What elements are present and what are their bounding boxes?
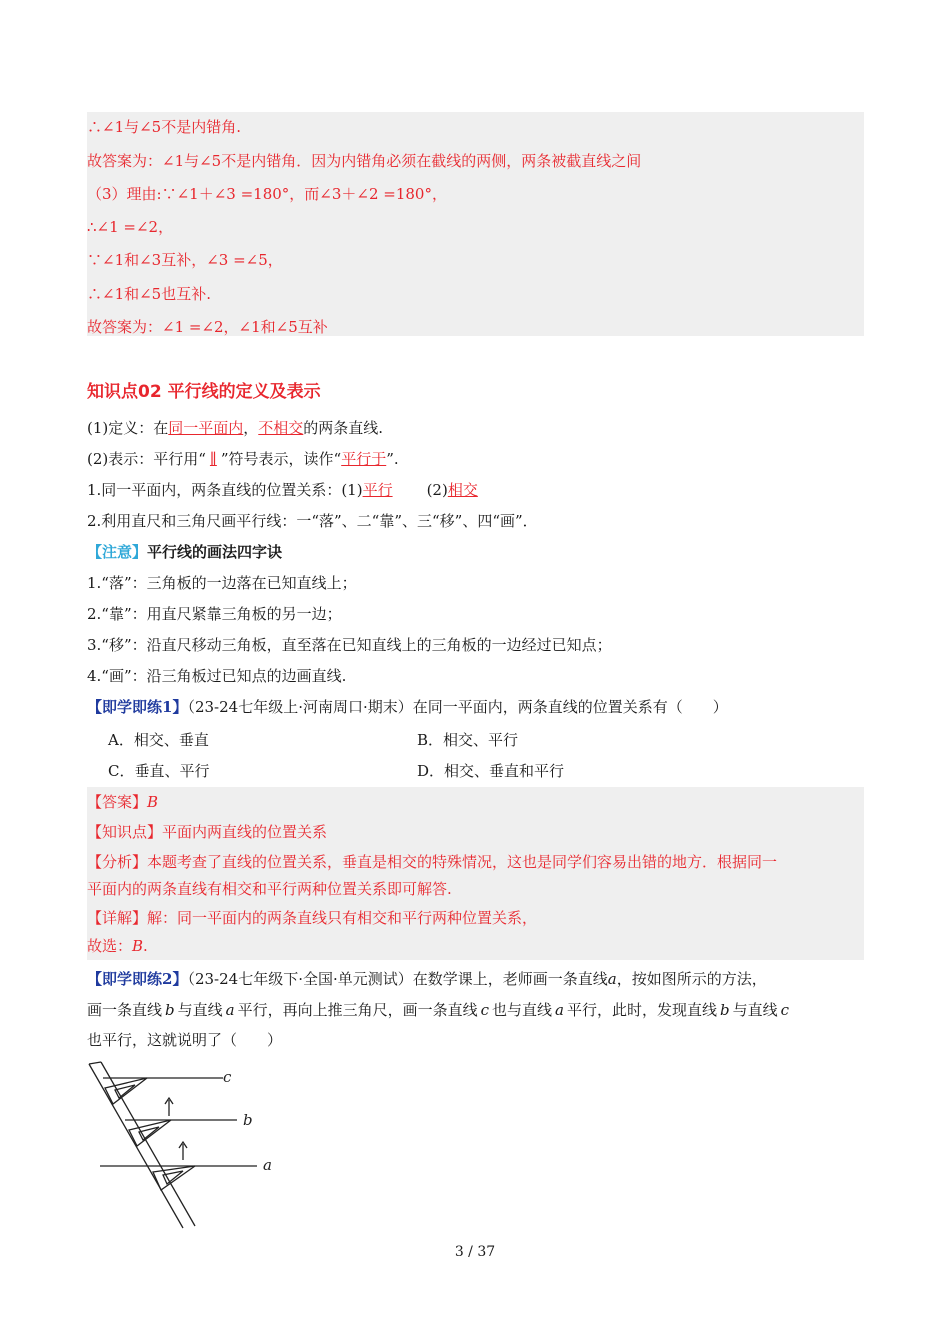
var-b: b: [720, 1001, 730, 1019]
representation-prefix: (2)表示：平行用“: [87, 450, 206, 468]
analysis-line: 平面内的两条直线有相交和平行两种位置关系即可解答.: [87, 880, 452, 898]
definition-prefix: (1)定义：在: [87, 419, 169, 437]
definition-blank-2: 不相交: [258, 419, 304, 437]
var-c: c: [480, 1001, 490, 1019]
text: 平行，再向上推三角尺，画一条直线: [237, 1001, 478, 1019]
option-a: A．相交、垂直: [108, 731, 209, 749]
text: 也与直线: [492, 1001, 553, 1019]
drawing-method-line: 2.利用直尺和三角尺画平行线：一“落”、二“靠”、三“移”、四“画”．: [87, 512, 538, 530]
answer-line: ∴∠1 =∠2，: [87, 218, 174, 236]
question-2-text: ，按如图所示的方法，: [616, 970, 767, 988]
representation-suffix: ”.: [386, 450, 399, 468]
knowledge-tag: 【知识点】: [87, 823, 163, 841]
var-a: a: [555, 1001, 564, 1019]
relation-line: [87, 480, 478, 500]
analysis-text: 本题考查了直线的位置关系，垂直是相交的特殊情况，这也是同学们容易出错的地方．根据同一: [147, 853, 778, 871]
note-item: 2.“靠”：用直尺紧靠三角板的另一边；: [87, 605, 342, 623]
var-c: c: [780, 1001, 790, 1019]
question-1-tag: 【即学即练1】: [87, 698, 188, 716]
var-b: b: [165, 1001, 175, 1019]
relation-prefix: 1.同一平面内，两条直线的位置关系：(1): [87, 481, 363, 499]
question-2-line: [87, 969, 767, 989]
text: 与直线: [177, 1001, 223, 1019]
answer-line: [87, 792, 158, 812]
note-item: 1.“落”：三角板的一边落在已知直线上；: [87, 574, 357, 592]
relation-b-prefix: (2): [426, 481, 448, 499]
page-number: 3 / 37: [454, 1244, 496, 1260]
detail-text: 解：同一平面内的两条直线只有相交和平行两种位置关系，: [147, 909, 538, 927]
selection-line: [87, 936, 148, 956]
answer-line: （3）理由:∵∠1＋∠3 =180°，而∠3＋∠2 =180°，: [87, 185, 447, 203]
detail-tag: 【详解】: [87, 909, 148, 927]
question-1-stem: [87, 697, 728, 717]
option-d: D．相交、垂直和平行: [417, 762, 565, 780]
label-c: c: [223, 1068, 232, 1086]
selection-value: B: [132, 937, 144, 955]
question-1-text: （23-24七年级上·河南周口·期末）在同一平面内，两条直线的位置关系有（ ）: [187, 698, 728, 716]
knowledge-value: 平面内两直线的位置关系: [162, 823, 328, 841]
question-2-line: [87, 1000, 792, 1020]
relation-parallel: 平行: [362, 481, 393, 499]
triangle-mid: [129, 1120, 171, 1146]
label-a: a: [263, 1156, 272, 1174]
triangle-top: [105, 1078, 147, 1104]
ruler-top: [89, 1062, 101, 1064]
relation-intersect: 相交: [447, 481, 478, 499]
answer-block-2: [87, 787, 864, 960]
var-a: a: [225, 1001, 235, 1019]
answer-line: ∴∠1与∠5不是内错角.: [87, 118, 241, 136]
definition-line: [87, 418, 383, 438]
answer-value: B: [147, 793, 159, 811]
question-2-text: （23-24七年级下·全国·单元测试）在数学课上，老师画一条直线: [187, 970, 608, 988]
parallel-symbol: ∥: [209, 450, 217, 468]
option-c: C．垂直、平行: [108, 762, 210, 780]
text: 与直线: [732, 1001, 778, 1019]
knowledge-line: [87, 822, 327, 842]
definition-blank-1: 同一平面内: [168, 419, 244, 437]
question-2-tag: 【即学即练2】: [87, 970, 188, 988]
representation-mid: ”符号表示，读作“: [220, 450, 342, 468]
selection-prefix: 故选：: [87, 937, 133, 955]
answer-tag: 【答案】: [87, 793, 148, 811]
detail-line: [87, 908, 537, 928]
note-heading: [87, 542, 282, 562]
answer-line: 故答案为：∠1 =∠2，∠1和∠5互补: [87, 318, 328, 336]
text: 画一条直线: [87, 1001, 163, 1019]
option-b: B．相交、平行: [417, 731, 519, 749]
var-a: a: [607, 970, 617, 988]
read-as-blank: 平行于: [341, 450, 387, 468]
analysis-line: [87, 852, 777, 872]
selection-suffix: .: [143, 937, 148, 955]
representation-line: [87, 449, 399, 469]
answer-line: ∴∠1和∠5也互补.: [87, 285, 211, 303]
answer-line: ∵∠1和∠3互补，∠3 =∠5，: [87, 251, 283, 269]
definition-suffix: 的两条直线.: [303, 419, 384, 437]
definition-mid: ，: [243, 419, 259, 437]
parallel-lines-figure: [85, 1058, 305, 1233]
answer-line: 故答案为：∠1与∠5不是内错角．因为内错角必须在截线的两侧，两条被截直线之间: [87, 152, 642, 170]
note-tag: 【注意】: [87, 543, 148, 561]
question-2-line: 也平行，这就说明了（ ）: [87, 1031, 283, 1049]
label-b: b: [243, 1111, 253, 1129]
note-item: 3.“移”：沿直尺移动三角板，直至落在已知直线上的三角板的一边经过已知点；: [87, 636, 612, 654]
analysis-tag: 【分析】: [87, 853, 148, 871]
text: 平行，此时，发现直线: [566, 1001, 717, 1019]
ruler-edge: [89, 1064, 183, 1228]
note-item: 4.“画”：沿三角板过已知点的边画直线.: [87, 667, 347, 685]
note-title: 平行线的画法四字诀: [147, 543, 283, 561]
section-heading: 知识点02 平行线的定义及表示: [87, 382, 321, 402]
